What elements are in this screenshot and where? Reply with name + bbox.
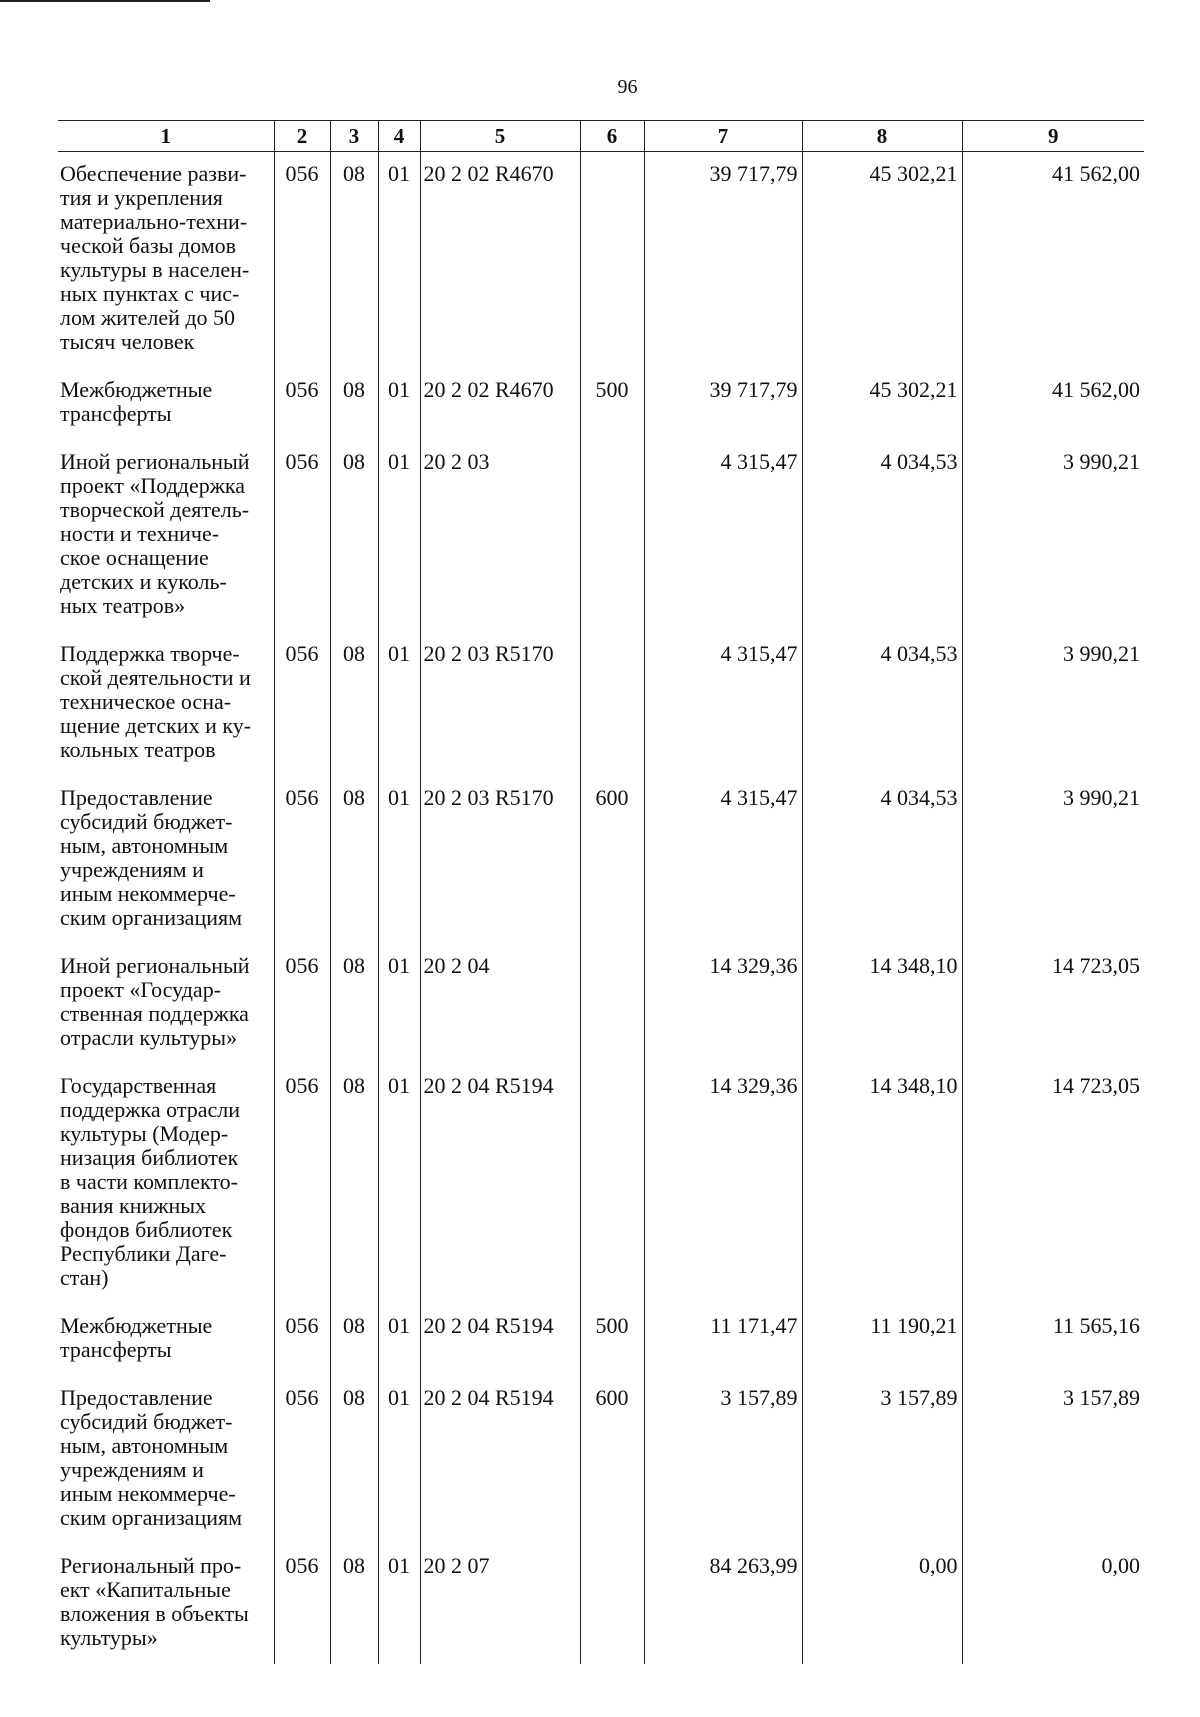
cell-code-4: 01 — [378, 440, 420, 632]
cell-amount-7: 11 171,47 — [644, 1304, 802, 1376]
cell-code-4: 01 — [378, 1064, 420, 1304]
cell-amount-8: 45 302,21 — [802, 368, 962, 440]
cell-amount-8: 14 348,10 — [802, 1064, 962, 1304]
cell-code-5: 20 2 04 — [420, 944, 580, 1064]
cell-code-5: 20 2 04 R5194 — [420, 1304, 580, 1376]
row-name: Региональный про- ект «Капитальные вложения в объекты культуры» — [60, 1553, 249, 1650]
cell-amount-7: 14 329,36 — [644, 1064, 802, 1304]
cell-code-6: 500 — [580, 368, 644, 440]
cell-amount-9: 41 562,00 — [962, 152, 1144, 369]
table-body — [58, 152, 1144, 1665]
row-name: Иной региональный проект «Поддержка творческой деятель- ности и техниче- ское оснащение детских и куколь- ных театров» — [60, 449, 250, 618]
cell-code-4: 01 — [378, 776, 420, 944]
page-number: 96 — [617, 76, 638, 98]
cell-amount-9: 3 157,89 — [962, 1376, 1144, 1544]
cell-amount-7: 84 263,99 — [644, 1544, 802, 1664]
table-row — [58, 1064, 1144, 1304]
cell-code-3: 08 — [330, 1376, 378, 1544]
cell-amount-7: 3 157,89 — [644, 1376, 802, 1544]
cell-code-5: 20 2 02 R4670 — [420, 368, 580, 440]
column-header-8: 8 — [802, 121, 962, 152]
cell-amount-7: 14 329,36 — [644, 944, 802, 1064]
cell-amount-8: 3 157,89 — [802, 1376, 962, 1544]
cell-amount-9: 14 723,05 — [962, 944, 1144, 1064]
cell-amount-9: 3 990,21 — [962, 776, 1144, 944]
cell-amount-7: 39 717,79 — [644, 152, 802, 369]
cell-code-3: 08 — [330, 1064, 378, 1304]
cell-code-2: 056 — [274, 368, 330, 440]
cell-amount-7: 4 315,47 — [644, 632, 802, 776]
cell-code-6 — [580, 440, 644, 632]
cell-code-4: 01 — [378, 368, 420, 440]
cell-amount-8: 45 302,21 — [802, 152, 962, 369]
cell-code-6 — [580, 1544, 644, 1664]
cell-amount-9: 11 565,16 — [962, 1304, 1144, 1376]
cell-code-3: 08 — [330, 1544, 378, 1664]
row-name: Поддержка творче- ской деятельности и техническое осна- щение детских и ку- кольных театров — [60, 641, 252, 762]
cell-code-2: 056 — [274, 632, 330, 776]
cell-amount-9: 3 990,21 — [962, 440, 1144, 632]
cell-code-2: 056 — [274, 1064, 330, 1304]
cell-code-2: 056 — [274, 440, 330, 632]
cell-code-6: 600 — [580, 776, 644, 944]
cell-amount-8: 4 034,53 — [802, 632, 962, 776]
cell-amount-8: 14 348,10 — [802, 944, 962, 1064]
column-header-1: 1 — [58, 121, 274, 152]
column-header-4: 4 — [378, 121, 420, 152]
cell-amount-9: 0,00 — [962, 1544, 1144, 1664]
cell-amount-8: 0,00 — [802, 1544, 962, 1664]
budget-table — [58, 120, 1144, 1664]
cell-code-2: 056 — [274, 1544, 330, 1664]
row-name: Межбюджетные трансферты — [60, 1313, 213, 1362]
cell-code-6 — [580, 1064, 644, 1304]
cell-code-3: 08 — [330, 944, 378, 1064]
table-row — [58, 1304, 1144, 1376]
cell-code-2: 056 — [274, 1304, 330, 1376]
cell-code-5: 20 2 07 — [420, 1544, 580, 1664]
cell-amount-9: 14 723,05 — [962, 1064, 1144, 1304]
table-row — [58, 1544, 1144, 1664]
cell-code-2: 056 — [274, 944, 330, 1064]
column-header-5: 5 — [420, 121, 580, 152]
row-name: Межбюджетные трансферты — [60, 377, 213, 426]
cell-code-6: 600 — [580, 1376, 644, 1544]
table-header-row — [58, 121, 1144, 152]
cell-amount-8: 4 034,53 — [802, 440, 962, 632]
row-name: Предоставление субсидий бюджет- ным, автономным учреждениям и иным некоммерче- ским организациям — [60, 785, 243, 930]
cell-code-6 — [580, 632, 644, 776]
column-header-9: 9 — [962, 121, 1144, 152]
column-header-3: 3 — [330, 121, 378, 152]
table-row — [58, 776, 1144, 944]
cell-code-5: 20 2 03 R5170 — [420, 776, 580, 944]
cell-code-3: 08 — [330, 152, 378, 369]
cell-code-5: 20 2 02 R4670 — [420, 152, 580, 369]
table-row — [58, 944, 1144, 1064]
column-header-2: 2 — [274, 121, 330, 152]
cell-code-2: 056 — [274, 776, 330, 944]
cell-code-3: 08 — [330, 632, 378, 776]
row-name: Иной региональный проект «Государ- ственная поддержка отрасли культуры» — [60, 953, 250, 1050]
cell-code-2: 056 — [274, 1376, 330, 1544]
cell-code-6 — [580, 944, 644, 1064]
cell-code-4: 01 — [378, 632, 420, 776]
cell-code-4: 01 — [378, 1304, 420, 1376]
column-header-6: 6 — [580, 121, 644, 152]
cell-code-5: 20 2 04 R5194 — [420, 1064, 580, 1304]
table-row — [58, 152, 1144, 369]
cell-code-4: 01 — [378, 152, 420, 369]
cell-code-4: 01 — [378, 1544, 420, 1664]
table-row — [58, 440, 1144, 632]
cell-amount-7: 4 315,47 — [644, 440, 802, 632]
cell-amount-9: 41 562,00 — [962, 368, 1144, 440]
cell-code-4: 01 — [378, 944, 420, 1064]
cell-amount-8: 11 190,21 — [802, 1304, 962, 1376]
top-rule — [0, 0, 210, 2]
cell-code-3: 08 — [330, 1304, 378, 1376]
row-name: Обеспечение разви- тия и укрепления материально-техни- ческой базы домов культуры в населен- ных пунктах с чис- лом жителей до 50 тысяч человек — [60, 161, 250, 354]
column-header-7: 7 — [644, 121, 802, 152]
cell-code-4: 01 — [378, 1376, 420, 1544]
table-row — [58, 1376, 1144, 1544]
cell-code-2: 056 — [274, 152, 330, 369]
cell-amount-7: 4 315,47 — [644, 776, 802, 944]
cell-code-6 — [580, 152, 644, 369]
table-row — [58, 632, 1144, 776]
cell-code-3: 08 — [330, 440, 378, 632]
table-row — [58, 368, 1144, 440]
cell-amount-8: 4 034,53 — [802, 776, 962, 944]
row-name: Государственная поддержка отрасли культуры (Модер- низация библиотек в части комплекто- вания книжных фондов библиотек Республики Даге- стан) — [60, 1073, 240, 1290]
cell-code-5: 20 2 04 R5194 — [420, 1376, 580, 1544]
cell-code-6: 500 — [580, 1304, 644, 1376]
cell-code-3: 08 — [330, 776, 378, 944]
cell-code-5: 20 2 03 — [420, 440, 580, 632]
cell-amount-7: 39 717,79 — [644, 368, 802, 440]
cell-amount-9: 3 990,21 — [962, 632, 1144, 776]
cell-code-3: 08 — [330, 368, 378, 440]
cell-code-5: 20 2 03 R5170 — [420, 632, 580, 776]
row-name: Предоставление субсидий бюджет- ным, автономным учреждениям и иным некоммерче- ским организациям — [60, 1385, 243, 1530]
